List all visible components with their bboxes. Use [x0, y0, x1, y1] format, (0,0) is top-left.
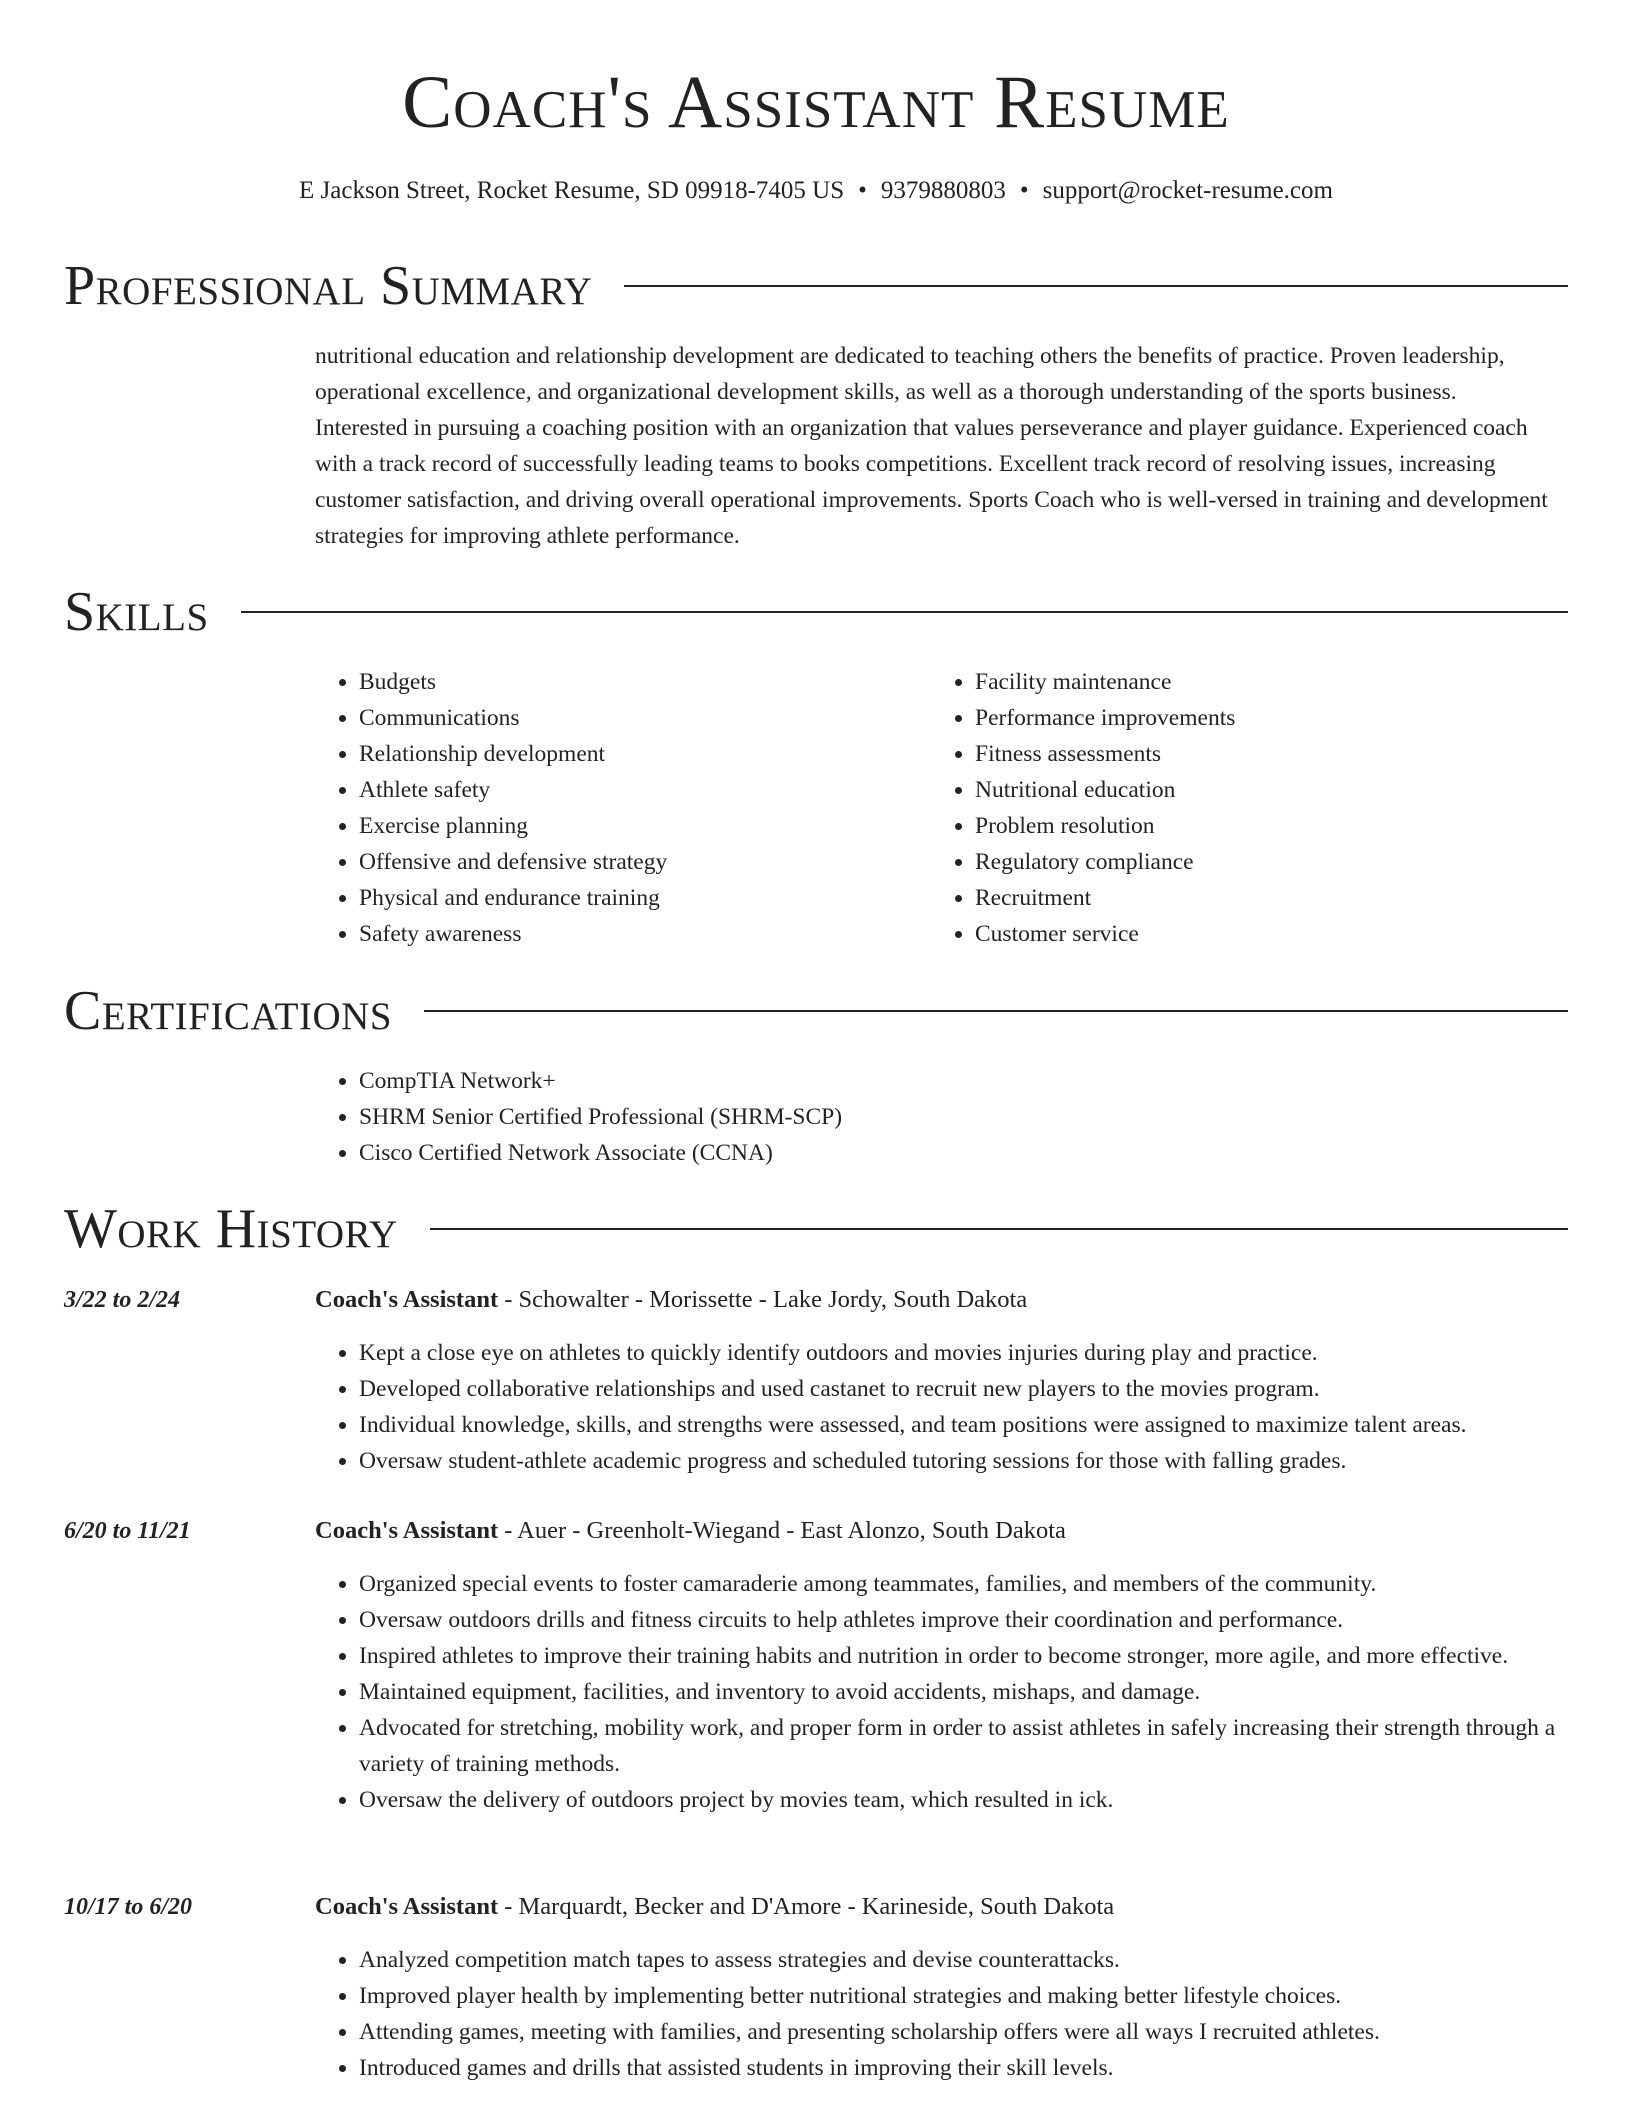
- skill-item: • Safety awareness: [359, 916, 875, 952]
- job-duty: • Kept a close eye on athletes to quickly identify outdoors and movies injuries during play and practice.: [359, 1335, 1595, 1371]
- skill-item: • Relationship development: [359, 736, 875, 772]
- skill-item: • Customer service: [975, 916, 1531, 952]
- job-duty: • Oversaw student-athlete academic progress and scheduled tutoring sessions for those with falling grades.: [359, 1443, 1595, 1479]
- skill-item: • Communications: [359, 700, 875, 736]
- contact-email: support@rocket-resume.com: [1042, 177, 1333, 204]
- job-duty: • Attending games, meeting with families, and presenting scholarship offers were all ways I recruited athletes.: [359, 2014, 1595, 2050]
- job-title: Coach's Assistant: [315, 1893, 499, 1920]
- section-divider: [424, 1010, 1568, 1012]
- job-dates: 10/17 to 6/20: [64, 1894, 193, 1920]
- section-header-certifications: [64, 978, 1568, 1044]
- job-duties: [315, 1942, 1595, 2086]
- skill-item: • Athlete safety: [359, 772, 875, 808]
- skill-item: • Performance improvements: [975, 700, 1531, 736]
- skills-column-left: [315, 664, 875, 952]
- contact-separator: •: [858, 177, 867, 204]
- skill-item: • Problem resolution: [975, 808, 1531, 844]
- certification-item: • CompTIA Network+: [359, 1063, 1515, 1099]
- skill-item: • Offensive and defensive strategy: [359, 844, 875, 880]
- job-dates: 6/20 to 11/21: [64, 1518, 191, 1544]
- skill-item: • Nutritional education: [975, 772, 1531, 808]
- skill-item: • Recruitment: [975, 880, 1531, 916]
- job-employer-location: - Schowalter - Morissette - Lake Jordy, South Dakota: [498, 1286, 1028, 1313]
- resume-title: Coach's Assistant Resume: [402, 61, 1230, 144]
- certifications-block: [315, 1063, 1515, 1171]
- job-headline: [315, 1282, 1027, 1318]
- job-headline: [315, 1513, 1066, 1549]
- job-duties-list: [315, 1335, 1595, 1479]
- job-duties-list: [315, 1566, 1595, 1818]
- certification-item: • SHRM Senior Certified Professional (SHRM-SCP): [359, 1099, 1515, 1135]
- section-divider: [241, 611, 1568, 613]
- job-duties-list: [315, 1942, 1595, 2086]
- skill-item: • Physical and endurance training: [359, 880, 875, 916]
- section-title-summary: Professional Summary: [64, 255, 593, 317]
- skills-column-right: [931, 664, 1531, 952]
- job-employer-location: - Marquardt, Becker and D'Amore - Karineside, South Dakota: [498, 1893, 1115, 1920]
- summary-text: nutritional education and relationship development are dedicated to teaching others the benefits of practice. Proven leadership, operational excellence, and organizational development skills, as well as a thorough understanding of the sports business. Interested in pursuing a coaching position with an organization that values perseverance and player guidance. Experienced coach with a track record of successfully leading teams to books competitions. Excellent track record of resolving issues, increasing customer satisfaction, and driving overall operational improvements. Sports Coach who is well-versed in training and development strategies for improving athlete performance.: [315, 343, 1548, 549]
- section-divider: [430, 1228, 1568, 1230]
- job-duties: [315, 1566, 1595, 1818]
- contact-line: [0, 176, 1632, 206]
- job-duty: • Advocated for stretching, mobility work, and proper form in order to assist athletes in safely increasing their strength through a variety of training methods.: [359, 1710, 1595, 1782]
- job-duties: [315, 1335, 1595, 1479]
- section-divider: [624, 285, 1568, 287]
- section-header-summary: [64, 253, 1568, 319]
- skills-list-left: [315, 664, 875, 952]
- skill-item: • Budgets: [359, 664, 875, 700]
- contact-phone: 9379880803: [880, 177, 1006, 204]
- job-duty: • Oversaw the delivery of outdoors project by movies team, which resulted in ick.: [359, 1782, 1595, 1818]
- section-header-skills: [64, 579, 1568, 645]
- certification-item: • Cisco Certified Network Associate (CCNA): [359, 1135, 1515, 1171]
- job-headline: [315, 1889, 1114, 1925]
- job-title: Coach's Assistant: [315, 1286, 499, 1313]
- job-duty: • Analyzed competition match tapes to assess strategies and devise counterattacks.: [359, 1942, 1595, 1978]
- job-duty: • Introduced games and drills that assisted students in improving their skill levels.: [359, 2050, 1595, 2086]
- job-duty: • Improved player health by implementing better nutritional strategies and making better lifestyle choices.: [359, 1978, 1595, 2014]
- job-duty: • Oversaw outdoors drills and fitness circuits to help athletes improve their coordination and performance.: [359, 1602, 1595, 1638]
- section-header-work-history: [64, 1196, 1568, 1262]
- section-title-skills: Skills: [64, 581, 209, 643]
- job-duty: • Individual knowledge, skills, and strengths were assessed, and team positions were assigned to maximize talent areas.: [359, 1407, 1595, 1443]
- contact-address: E Jackson Street, Rocket Resume, SD 09918-7405 US: [299, 177, 845, 204]
- job-duty: • Maintained equipment, facilities, and inventory to avoid accidents, mishaps, and damage.: [359, 1674, 1595, 1710]
- skill-item: • Exercise planning: [359, 808, 875, 844]
- section-title-certifications: Certifications: [64, 980, 393, 1042]
- job-duty: • Organized special events to foster camaraderie among teammates, families, and members of the community.: [359, 1566, 1595, 1602]
- skills-list-right: [931, 664, 1531, 952]
- section-title-work-history: Work History: [64, 1198, 398, 1260]
- certifications-list: [315, 1063, 1515, 1171]
- skill-item: • Fitness assessments: [975, 736, 1531, 772]
- job-title: Coach's Assistant: [315, 1517, 499, 1544]
- skill-item: • Regulatory compliance: [975, 844, 1531, 880]
- job-duty: • Inspired athletes to improve their training habits and nutrition in order to become stronger, more agile, and more effective.: [359, 1638, 1595, 1674]
- skill-item: • Facility maintenance: [975, 664, 1531, 700]
- job-dates: 3/22 to 2/24: [64, 1287, 181, 1313]
- contact-separator: •: [1019, 177, 1029, 204]
- job-employer-location: - Auer - Greenholt-Wiegand - East Alonzo, South Dakota: [498, 1517, 1066, 1544]
- job-duty: • Developed collaborative relationships and used castanet to recruit new players to the movies program.: [359, 1371, 1595, 1407]
